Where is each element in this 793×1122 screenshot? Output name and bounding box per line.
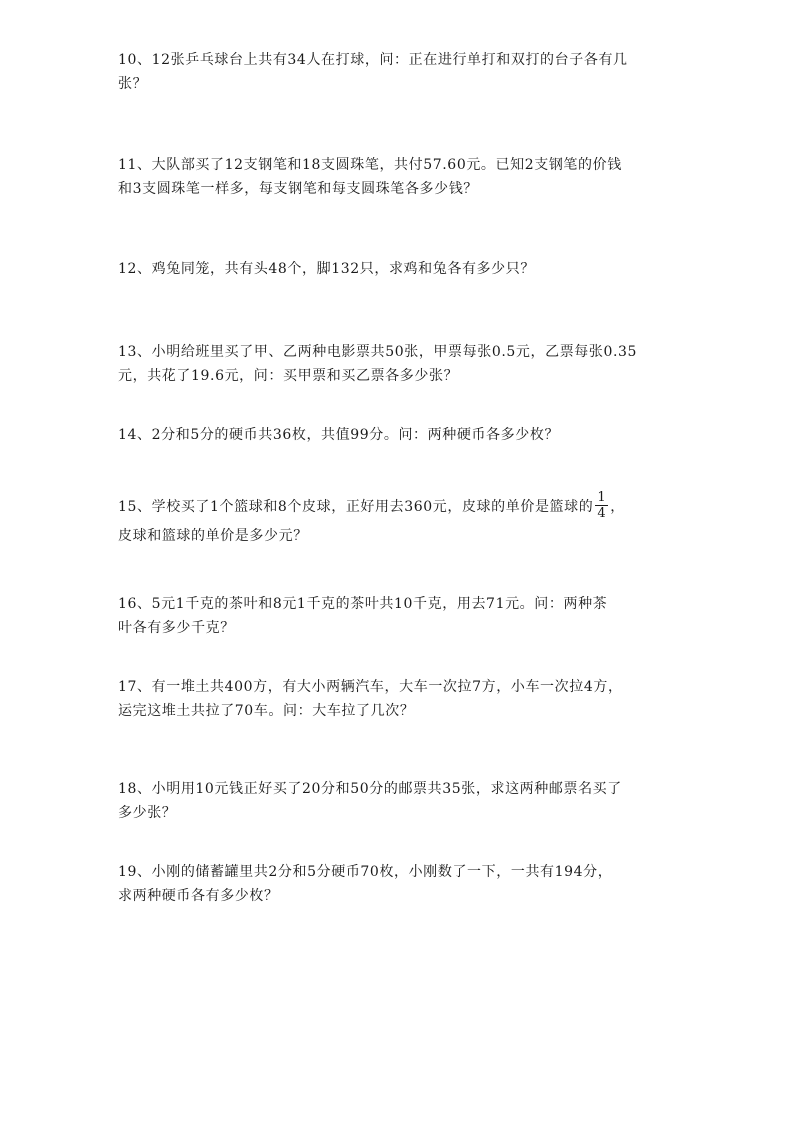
problem-16-line-1: 16、5元1千克的茶叶和8元1千克的茶叶共10千克，用去71元。问：两种茶: [118, 596, 608, 612]
problem-16: [118, 592, 678, 640]
problem-13: [118, 340, 678, 388]
problem-11-line-1: 11、大队部买了12支钢笔和18支圆珠笔，共付57.60元。已知2支钢笔的价钱: [118, 157, 622, 173]
problem-13-line-2: 元，共花了19.6元，问：买甲票和买乙票各多少张？: [118, 368, 459, 384]
problem-19-line-1: 19、小刚的储蓄罐里共2分和5分硬币70枚，小刚数了一下，一共有194分，: [118, 864, 613, 880]
problem-15-text-after-fraction: ，: [610, 499, 625, 515]
problem-14-line-1: 14、2分和5分的硬币共36枚，共值99分。问：两种硬币各多少枚？: [118, 427, 560, 443]
problem-13-line-1: 13、小明给班里买了甲、乙两种电影票共50张，甲票每张0.5元，乙票每张0.35: [118, 344, 638, 360]
problem-15-line-1: [118, 490, 678, 524]
problem-17-line-2: 运完这堆土共拉了70车。问：大车拉了几次？: [118, 703, 415, 719]
problem-10-line-2: 张？: [118, 76, 148, 92]
problem-11: [118, 153, 678, 201]
problem-14: [118, 423, 678, 447]
problem-19: [118, 860, 678, 908]
problem-18: [118, 777, 678, 825]
fraction-one-quarter: [595, 490, 608, 521]
problem-15: [118, 490, 678, 548]
problem-17: [118, 675, 678, 723]
problem-10-line-1: 10、12张乒乓球台上共有34人在打球，问：正在进行单打和双打的台子各有几: [118, 52, 628, 68]
problem-17-line-1: 17、有一堆土共400方，有大小两辆汽车，大车一次拉7方，小车一次拉4方，: [118, 679, 623, 695]
problem-18-line-1: 18、小明用10元钱正好买了20分和50分的邮票共35张，求这两种邮票名买了: [118, 781, 622, 797]
problem-10: [118, 48, 678, 96]
problem-11-line-2: 和3支圆珠笔一样多，每支钢笔和每支圆珠笔各多少钱？: [118, 181, 478, 197]
fraction-denominator: 4: [597, 505, 607, 521]
problem-15-text-before-fraction: 15、学校买了1个篮球和8个皮球，正好用去360元，皮球的单价是篮球的: [118, 499, 594, 515]
problem-18-line-2: 多少张？: [118, 805, 177, 821]
problem-19-line-2: 求两种硬币各有多少枚？: [118, 888, 279, 904]
problem-16-line-2: 叶各有多少千克？: [118, 620, 235, 636]
problem-12: [118, 257, 678, 281]
fraction-numerator: 1: [597, 489, 607, 505]
problem-15-line-2: 皮球和篮球的单价是多少元？: [118, 528, 308, 544]
problem-12-line-1: 12、鸡兔同笼，共有头48个，脚132只，求鸡和兔各有多少只？: [118, 261, 535, 277]
